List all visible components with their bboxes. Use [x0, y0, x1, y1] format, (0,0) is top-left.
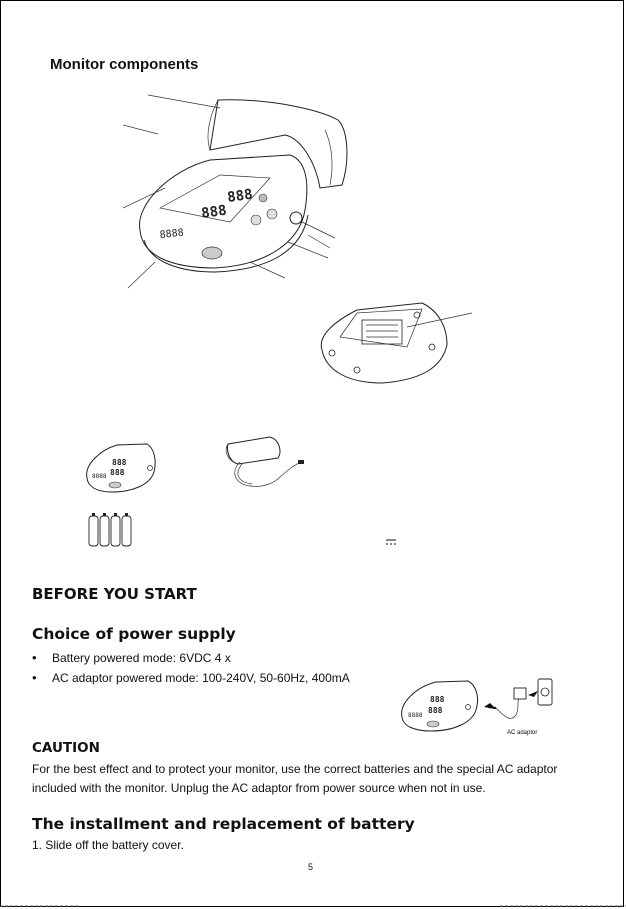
svg-text:888: 888 — [430, 695, 445, 704]
monitor-components-heading: Monitor components — [50, 56, 199, 73]
ac-adaptor-label: AC adaptor — [507, 730, 538, 736]
dc-symbol-icon — [386, 538, 396, 546]
svg-text:888: 888 — [226, 186, 254, 206]
power-item-battery: • Battery powered mode: 6VDC 4 x — [28, 648, 350, 668]
package-monitor-illustration — [82, 440, 162, 495]
caution-text: For the best effect and to protect your monitor, use the correct batteries and the special AC adaptor included with the monitor. Unplug the AC adaptor from power source when not in use. — [32, 762, 558, 795]
monitor-main-illustration — [120, 90, 350, 290]
batteries-illustration — [88, 512, 136, 548]
power-supply-heading: Choice of power supply — [32, 625, 236, 643]
svg-text:888: 888 — [200, 202, 228, 222]
svg-text:888: 888 — [428, 706, 443, 715]
bottom-edge-artifact — [0, 900, 626, 909]
cuff-illustration — [220, 432, 310, 492]
power-supply-list — [28, 648, 350, 688]
svg-text:8888: 8888 — [92, 473, 107, 480]
svg-text:888: 888 — [110, 468, 125, 477]
svg-text:888: 888 — [112, 458, 127, 467]
ac-adaptor-illustration — [398, 675, 558, 737]
power-item-ac: • AC adaptor powered mode: 100-240V, 50-60Hz, 400mA — [28, 668, 350, 688]
page-number: 5 — [308, 862, 314, 872]
svg-text:8888: 8888 — [159, 227, 185, 241]
battery-installation-heading: The installment and replacement of battery — [32, 815, 415, 833]
installation-step-1: 1. Slide off the battery cover. — [32, 838, 184, 852]
caution-heading: CAUTION — [32, 740, 100, 756]
before-you-start-heading: BEFORE YOU START — [32, 585, 197, 603]
svg-text:8888: 8888 — [408, 712, 423, 719]
battery-compartment-illustration — [312, 295, 477, 390]
